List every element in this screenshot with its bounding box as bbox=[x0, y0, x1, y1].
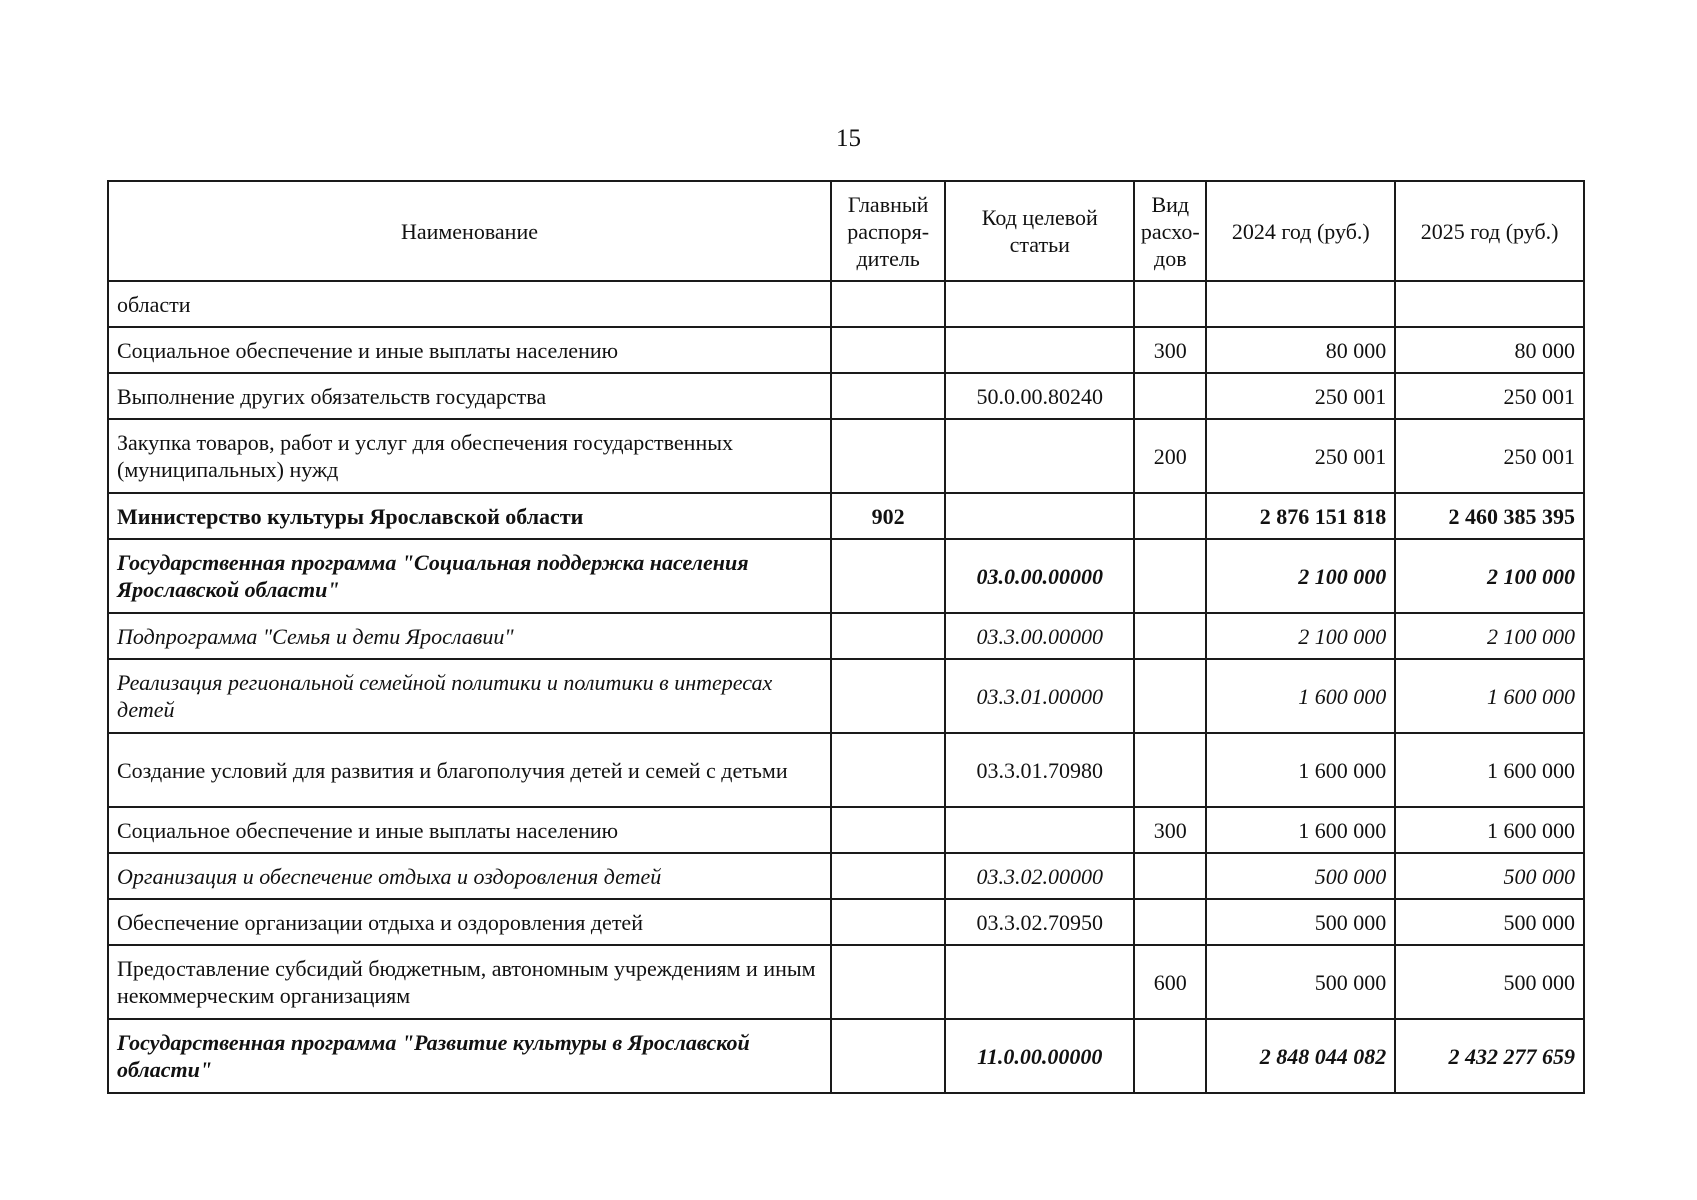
row-2025: 500 000 bbox=[1395, 945, 1584, 1019]
row-name: Закупка товаров, работ и услуг для обеспечения государственных (муниципальных) нужд bbox=[108, 419, 831, 493]
row-type bbox=[1134, 733, 1206, 807]
table-row bbox=[108, 373, 1584, 419]
row-2025: 500 000 bbox=[1395, 899, 1584, 945]
header-name: Наименование bbox=[108, 181, 831, 281]
table-row bbox=[108, 493, 1584, 539]
row-2024: 2 848 044 082 bbox=[1206, 1019, 1395, 1093]
row-chief bbox=[831, 613, 945, 659]
row-chief bbox=[831, 419, 945, 493]
budget-table bbox=[107, 180, 1585, 1094]
row-2024: 500 000 bbox=[1206, 899, 1395, 945]
row-2024: 2 100 000 bbox=[1206, 539, 1395, 613]
row-code: 03.0.00.00000 bbox=[945, 539, 1134, 613]
row-chief bbox=[831, 807, 945, 853]
row-2025: 500 000 bbox=[1395, 853, 1584, 899]
row-code: 03.3.02.00000 bbox=[945, 853, 1134, 899]
row-code bbox=[945, 807, 1134, 853]
row-chief bbox=[831, 539, 945, 613]
row-type: 600 bbox=[1134, 945, 1206, 1019]
table-row bbox=[108, 659, 1584, 733]
row-name: Министерство культуры Ярославской области bbox=[108, 493, 831, 539]
row-2025: 2 100 000 bbox=[1395, 539, 1584, 613]
row-name: Реализация региональной семейной политики и политики в интересах детей bbox=[108, 659, 831, 733]
row-chief bbox=[831, 1019, 945, 1093]
table-row bbox=[108, 807, 1584, 853]
row-2024: 500 000 bbox=[1206, 853, 1395, 899]
row-2025 bbox=[1395, 281, 1584, 327]
row-2024: 1 600 000 bbox=[1206, 659, 1395, 733]
row-code bbox=[945, 327, 1134, 373]
row-2024 bbox=[1206, 281, 1395, 327]
row-2024: 2 100 000 bbox=[1206, 613, 1395, 659]
row-2025: 2 432 277 659 bbox=[1395, 1019, 1584, 1093]
row-2024: 250 001 bbox=[1206, 419, 1395, 493]
header-chief-manager: Главный распоря-дитель bbox=[831, 181, 945, 281]
row-2024: 250 001 bbox=[1206, 373, 1395, 419]
row-2025: 80 000 bbox=[1395, 327, 1584, 373]
row-type bbox=[1134, 659, 1206, 733]
row-chief bbox=[831, 733, 945, 807]
row-chief: 902 bbox=[831, 493, 945, 539]
table-row bbox=[108, 899, 1584, 945]
row-name: Создание условий для развития и благополучия детей и семей с детьми bbox=[108, 733, 831, 807]
row-type bbox=[1134, 281, 1206, 327]
table-row bbox=[108, 733, 1584, 807]
row-code: 03.3.02.70950 bbox=[945, 899, 1134, 945]
row-type bbox=[1134, 613, 1206, 659]
row-code: 03.3.00.00000 bbox=[945, 613, 1134, 659]
row-type bbox=[1134, 493, 1206, 539]
row-name: Государственная программа "Социальная поддержка населения Ярославской области" bbox=[108, 539, 831, 613]
row-code bbox=[945, 945, 1134, 1019]
row-2025: 1 600 000 bbox=[1395, 659, 1584, 733]
row-name: Подпрограмма "Семья и дети Ярославии" bbox=[108, 613, 831, 659]
table-row bbox=[108, 853, 1584, 899]
row-name: области bbox=[108, 281, 831, 327]
table-row bbox=[108, 539, 1584, 613]
row-2024: 1 600 000 bbox=[1206, 807, 1395, 853]
row-chief bbox=[831, 945, 945, 1019]
row-type bbox=[1134, 539, 1206, 613]
row-2025: 2 100 000 bbox=[1395, 613, 1584, 659]
row-name: Организация и обеспечение отдыха и оздоровления детей bbox=[108, 853, 831, 899]
row-2024: 80 000 bbox=[1206, 327, 1395, 373]
row-name: Социальное обеспечение и иные выплаты населению bbox=[108, 807, 831, 853]
row-type bbox=[1134, 373, 1206, 419]
row-type: 300 bbox=[1134, 807, 1206, 853]
row-code: 11.0.00.00000 bbox=[945, 1019, 1134, 1093]
row-type: 200 bbox=[1134, 419, 1206, 493]
row-name: Обеспечение организации отдыха и оздоровления детей bbox=[108, 899, 831, 945]
table-row bbox=[108, 281, 1584, 327]
row-type bbox=[1134, 899, 1206, 945]
page-number: 15 bbox=[836, 125, 861, 152]
row-2024: 2 876 151 818 bbox=[1206, 493, 1395, 539]
row-chief bbox=[831, 899, 945, 945]
row-2025: 1 600 000 bbox=[1395, 733, 1584, 807]
row-chief bbox=[831, 281, 945, 327]
header-target-code: Код целевой статьи bbox=[945, 181, 1134, 281]
header-expense-type: Вид расхо-дов bbox=[1134, 181, 1206, 281]
row-chief bbox=[831, 327, 945, 373]
table-row bbox=[108, 613, 1584, 659]
table-row bbox=[108, 419, 1584, 493]
row-name: Государственная программа "Развитие культуры в Ярославской области" bbox=[108, 1019, 831, 1093]
row-2025: 250 001 bbox=[1395, 373, 1584, 419]
row-chief bbox=[831, 659, 945, 733]
row-type bbox=[1134, 1019, 1206, 1093]
header-year-2025: 2025 год (руб.) bbox=[1395, 181, 1584, 281]
row-code bbox=[945, 281, 1134, 327]
row-code bbox=[945, 493, 1134, 539]
row-name: Выполнение других обязательств государства bbox=[108, 373, 831, 419]
row-chief bbox=[831, 853, 945, 899]
row-2024: 1 600 000 bbox=[1206, 733, 1395, 807]
row-2025: 250 001 bbox=[1395, 419, 1584, 493]
table-row bbox=[108, 327, 1584, 373]
row-name: Социальное обеспечение и иные выплаты населению bbox=[108, 327, 831, 373]
row-code bbox=[945, 419, 1134, 493]
row-2025: 1 600 000 bbox=[1395, 807, 1584, 853]
row-type bbox=[1134, 853, 1206, 899]
row-type: 300 bbox=[1134, 327, 1206, 373]
row-name: Предоставление субсидий бюджетным, автономным учреждениям и иным некоммерческим организациям bbox=[108, 945, 831, 1019]
header-year-2024: 2024 год (руб.) bbox=[1206, 181, 1395, 281]
table-row bbox=[108, 945, 1584, 1019]
table-row bbox=[108, 1019, 1584, 1093]
row-code: 03.3.01.00000 bbox=[945, 659, 1134, 733]
row-2024: 500 000 bbox=[1206, 945, 1395, 1019]
row-code: 03.3.01.70980 bbox=[945, 733, 1134, 807]
row-chief bbox=[831, 373, 945, 419]
row-2025: 2 460 385 395 bbox=[1395, 493, 1584, 539]
row-code: 50.0.00.80240 bbox=[945, 373, 1134, 419]
table-header-row bbox=[108, 181, 1584, 281]
